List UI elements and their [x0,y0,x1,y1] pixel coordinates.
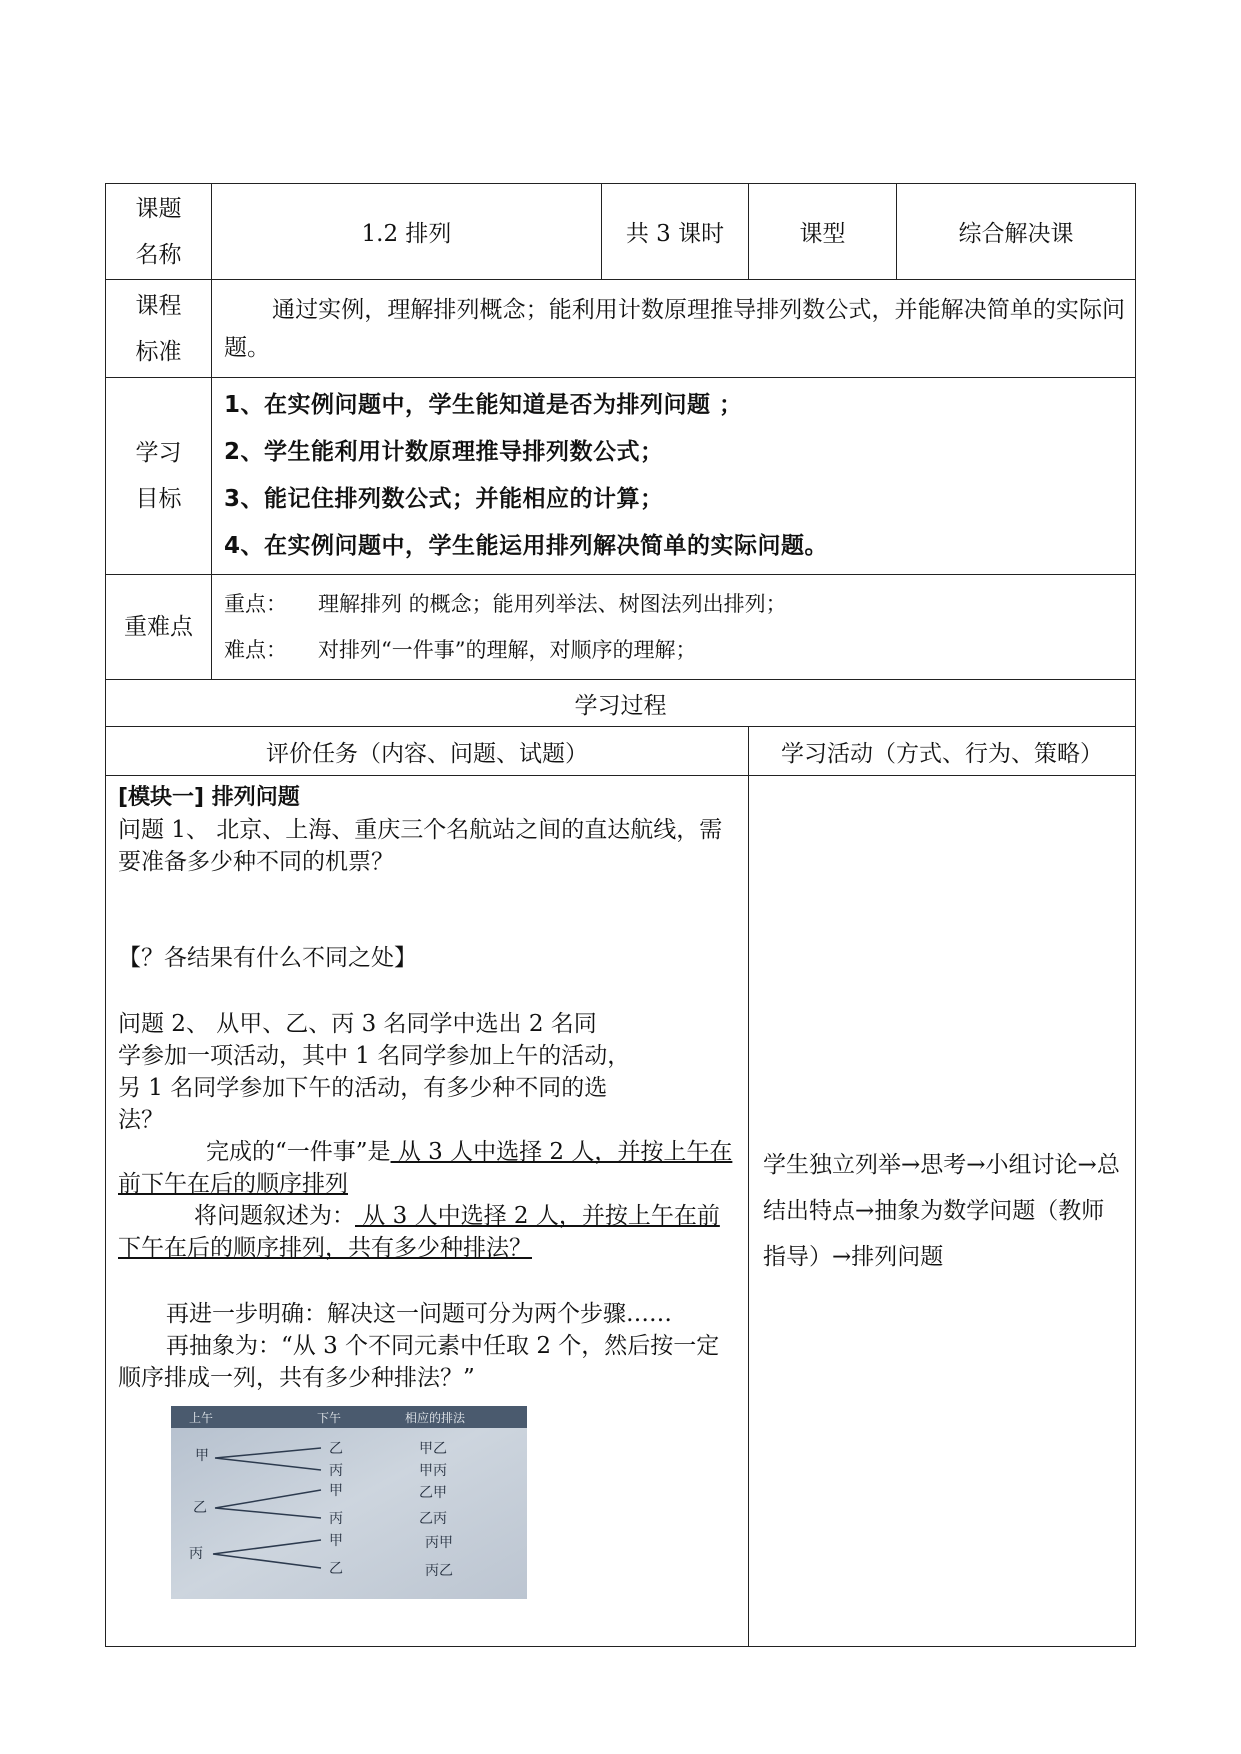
photo-background [171,1406,527,1599]
event-statement [118,1136,740,1200]
tree-diagram [171,1406,527,1599]
question-2-line: 问题 2、 从甲、乙、丙 3 名同学中选出 2 名同 [118,1011,597,1037]
lesson-plan-table [105,183,1136,1647]
process-columns-row [106,727,1136,776]
evaluation-task-content [106,776,749,1647]
key-points-label: 重难点 [106,575,212,680]
lesson-type-label: 课型 [749,184,897,280]
evaluation-task-header: 评价任务（内容、问题、试题） [106,727,749,776]
learning-activity-content [749,776,1136,1647]
spacer [118,974,740,1008]
tree-diagram-photo [171,1406,527,1599]
tree-leaf: 丙 [329,1511,343,1527]
question-1: 问题 1、 北京、上海、重庆三个名航站之间的直达航线，需要准备多少种不同的机票？ [118,817,723,875]
goals-label [106,378,212,575]
tree-root: 丙 [189,1546,203,1562]
difficult-point-text: 对排列“一件事”的理解，对顺序的理解； [318,638,697,662]
class-hours: 共 3 课时 [602,184,749,280]
learning-activity-header: 学习活动（方式、行为、策略） [749,727,1136,776]
abstract-text: 再抽象为：“从 3 个不同元素中任取 2 个，然后按一定顺序排成一列，共有多少种排法？” [118,1333,720,1391]
header-row [106,184,1136,280]
clarify-text: 再进一步明确：解决这一问题可分为两个步骤…… [166,1301,672,1327]
tree-leaf: 乙 [329,1561,343,1577]
key-point-text: 理解排列 的概念；能用列举法、树图法列出排列； [318,592,787,616]
restate-statement [118,1200,740,1264]
restate-text: 从 3 人中选择 2 人，并按上午在前下午在后的顺序排列，共有多少种排法？ [118,1203,720,1261]
goals-list [212,378,1136,575]
goals-label-text: 学习 目标 [135,440,182,512]
topic-label-text: 课题 名称 [135,195,182,268]
topic-value: 1.2 排列 [212,184,602,280]
goal-item: 2、学生能利用计数原理推导排列数公式； [224,439,664,465]
question-2-line: 另 1 名同学参加下午的活动，有多少种不同的选 [118,1075,608,1101]
standard-row [106,280,1136,378]
process-title: 学习过程 [106,680,1136,727]
tree-root: 乙 [193,1500,207,1516]
question-2-line: 法？ [118,1107,164,1133]
tree-header: 上午 [189,1411,214,1425]
standard-text [212,280,1136,378]
difficult-point-label: 难点： [224,638,287,662]
standard-label-text: 课程 标准 [135,292,182,365]
topic-label [106,184,212,280]
lesson-type-value: 综合解决课 [897,184,1136,280]
module-title: [模块一] 排列问题 [118,785,300,810]
tree-result: 乙甲 [419,1485,447,1501]
key-point [224,581,1125,627]
activity-text: 学生独立列举→思考→小组讨论→总结出特点→抽象为数学问题（教师指导）→排列问题 [763,1152,1120,1270]
tree-result: 乙丙 [419,1511,447,1527]
tree-root: 甲 [195,1448,209,1464]
tree-leaf: 乙 [329,1441,343,1457]
restate-prefix: 将问题叙述为： [194,1203,355,1229]
tree-leaf: 甲 [329,1483,343,1499]
hint-text: 【？各结果有什么不同之处】 [118,945,417,971]
tree-header: 下午 [317,1411,342,1425]
tree-leaf: 甲 [329,1533,343,1549]
standard-text-content: 通过实例，理解排列概念；能利用计数原理推导排列数公式，并能解决简单的实际问题。 [224,296,1125,361]
goal-item: 3、能记住排列数公式；并能相应的计算； [224,486,664,512]
spacer [118,1264,740,1298]
goal-item: 4、在实例问题中，学生能运用排列解决简单的实际问题。 [224,533,829,559]
photo-header-band [171,1406,527,1428]
tree-header: 相应的排法 [405,1411,466,1425]
event-prefix: 完成的“一件事”是 [206,1139,391,1165]
difficult-point [224,627,1125,673]
tree-result: 丙甲 [425,1535,453,1551]
process-title-row [106,680,1136,727]
key-points-content [212,575,1136,680]
spacer [118,878,740,942]
goal-item: 1、在实例问题中，学生能知道是否为排列问题 ； [224,392,743,418]
tree-result: 甲乙 [419,1441,447,1457]
tree-leaf: 丙 [329,1463,343,1479]
goals-row [106,378,1136,575]
question-2-line: 学参加一项活动，其中 1 名同学参加上午的活动， [118,1043,631,1069]
standard-label [106,280,212,378]
tree-result: 丙乙 [425,1563,453,1579]
key-point-label: 重点： [224,592,287,616]
key-points-row [106,575,1136,680]
event-text: 从 3 人中选择 2 人，并按上午在前下午在后的顺序排列 [118,1139,733,1197]
process-content-row [106,776,1136,1647]
tree-result: 甲丙 [419,1463,447,1479]
